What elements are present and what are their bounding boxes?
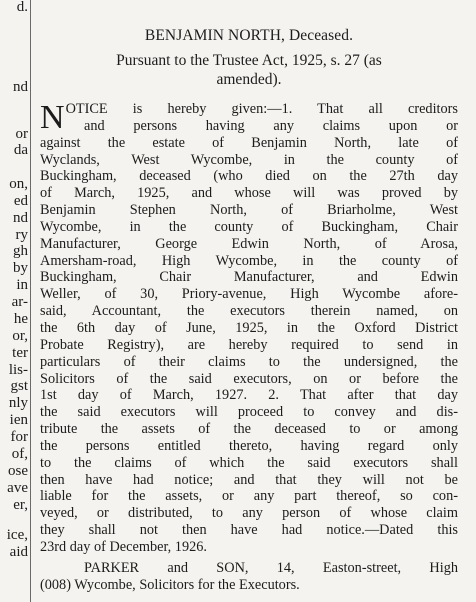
deceased-name: BENJAMIN NORTH, bbox=[144, 27, 285, 44]
notice-body-line: veyed, or distributed, to any person of whose claim bbox=[40, 505, 458, 522]
column-fragment-text: ien bbox=[9, 412, 28, 428]
notice-body-line: liable for the assets, or any part thereof, so con- bbox=[40, 488, 458, 505]
notice-body-line: Manufacturer, George Edwin North, of Arosa, bbox=[40, 235, 458, 252]
notice-reference: (008) bbox=[40, 576, 71, 593]
column-fragment-text: nd bbox=[13, 79, 28, 95]
notice-body-line: and persons having any claims upon or bbox=[84, 117, 458, 134]
notice-body-line: Solicitors of the said executors, on or before the bbox=[40, 370, 458, 387]
notice-body-line: Amersham-road, High Wycombe, in the county of bbox=[40, 252, 458, 269]
notice-body-line: Probate Registry), are hereby required to send in bbox=[40, 336, 458, 353]
subheading-line: amended). bbox=[216, 71, 282, 88]
column-fragment-text: nly bbox=[8, 395, 28, 411]
column-fragment-text: ice, bbox=[6, 527, 28, 543]
column-fragment-text: or, bbox=[12, 328, 28, 344]
column-fragment-text: he bbox=[13, 311, 28, 327]
signature-line-1 bbox=[40, 560, 458, 577]
notice-body-line: particulars of their claims to the undersigned, the bbox=[40, 353, 458, 370]
notice-heading bbox=[40, 26, 458, 45]
notice-body-line: Weller, of 30, Priory-avenue, High Wycombe afore- bbox=[40, 286, 458, 303]
notice-body-line: then have had notice; and that they will not be bbox=[40, 471, 458, 488]
firm-role: Wycombe, Solicitors for the Executors. bbox=[70, 576, 300, 593]
firm-name: PARKER bbox=[84, 559, 140, 576]
column-fragment-text: da bbox=[13, 142, 28, 158]
column-fragment-text: ose bbox=[8, 463, 28, 479]
column-fragment-text: ave bbox=[7, 480, 28, 496]
notice-body-line: the 6th day of June, 1925, in the Oxford District bbox=[40, 319, 458, 336]
notice-body-line: tribute the assets of the deceased to or among bbox=[40, 421, 458, 438]
column-fragment-text: ar- bbox=[11, 294, 28, 310]
column-fragment-text: d. bbox=[16, 0, 28, 15]
notice-body-line: Wycombe, in the county of Buckingham, Chair bbox=[40, 218, 458, 235]
notice-signature bbox=[40, 560, 458, 594]
adjacent-column-fragment bbox=[0, 0, 30, 602]
notice-subheading bbox=[40, 51, 458, 89]
column-fragment-text: aid bbox=[9, 544, 28, 560]
notice-body-line: 23rd day of December, 1926. bbox=[40, 538, 207, 555]
notice-body-line: Buckingham, Chair Manufacturer, and Edwin bbox=[40, 269, 458, 286]
firm-address: and SON, 14, Easton-street, High bbox=[139, 559, 458, 576]
column-fragment-text: gst bbox=[10, 378, 28, 394]
notice-body-line: OTICE is hereby given:—1. That all creditors bbox=[65, 101, 458, 117]
notice-body-line: to the claims of which the said executors shall bbox=[40, 454, 458, 471]
column-fragment-text: nd bbox=[13, 210, 28, 226]
column-rule bbox=[30, 0, 31, 602]
column-fragment-text: in bbox=[16, 277, 28, 293]
notice-body-line: Wyclands, West Wycombe, in the county of bbox=[40, 151, 458, 168]
column-fragment-text: ry bbox=[15, 227, 28, 243]
notice-body-line: said, Accountant, the executors therein named, on bbox=[40, 303, 458, 320]
notice-body-line: they shall not then have had notice.—Dated this bbox=[40, 522, 458, 539]
column-fragment-text: for bbox=[10, 429, 28, 445]
signature-line-2 bbox=[40, 577, 458, 594]
notice-body-line: of March, 1925, and whose will was proved by bbox=[40, 185, 458, 202]
notice-body-line: against the estate of Benjamin North, late of bbox=[40, 134, 458, 151]
notice-body-line: the persons entitled thereto, having regard only bbox=[40, 437, 458, 454]
column-fragment-text: gh bbox=[13, 243, 28, 259]
notice-body-line: 1st day of March, 1927. 2. That after that day bbox=[40, 387, 458, 404]
notice-body bbox=[40, 101, 458, 556]
notice-body-line: Buckingham, deceased (who died on the 27th day bbox=[40, 168, 458, 185]
column-fragment-text: of, bbox=[11, 446, 28, 462]
column-fragment-text: lis- bbox=[8, 362, 28, 378]
subheading-line: Pursuant to the Trustee Act, 1925, s. 27 (as bbox=[116, 52, 382, 69]
notice-body-line: the said executors will proceed to convey and dis- bbox=[40, 404, 458, 421]
column-fragment-text: on, bbox=[9, 176, 28, 192]
column-fragment-text: ter bbox=[12, 345, 28, 361]
column-fragment-text: or bbox=[15, 126, 28, 142]
legal-notice bbox=[40, 26, 458, 593]
column-fragment-text: by bbox=[13, 260, 28, 276]
deceased-status: Deceased. bbox=[284, 27, 354, 44]
column-fragment-text: ed bbox=[13, 193, 28, 209]
drop-cap: N bbox=[40, 99, 65, 136]
notice-body-line: Benjamin Stephen North, of Briarholme, West bbox=[40, 202, 458, 219]
column-fragment-text: er, bbox=[13, 497, 28, 513]
